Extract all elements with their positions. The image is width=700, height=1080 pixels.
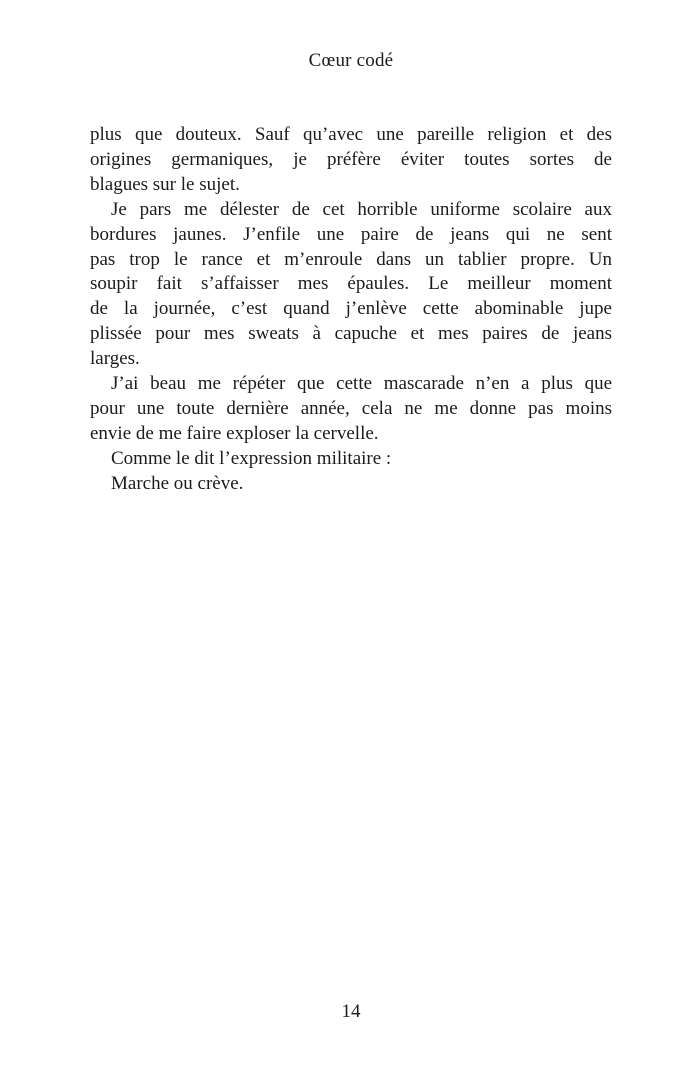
paragraph: [90, 123, 612, 198]
text-line: soupir fait s’affaisser mes épaules. Le meilleur moment: [90, 273, 612, 295]
text-line: larges.: [90, 348, 140, 370]
text-line: de la journée, c’est quand j’enlève cette abominable jupe: [90, 298, 612, 320]
text-line: pour une toute dernière année, cela ne me donne pas moins: [90, 397, 612, 419]
body-text: [90, 123, 612, 497]
text-line: pas trop le rance et m’enroule dans un tablier propre. Un: [90, 248, 612, 270]
paragraph: [90, 198, 612, 372]
text-line: origines germaniques, je préfère éviter toutes sortes de: [90, 148, 612, 170]
paragraph: [90, 447, 612, 472]
text-line: envie de me faire exploser la cervelle.: [90, 422, 379, 444]
text-line: plissée pour mes sweats à capuche et mes paires de jeans: [90, 323, 612, 345]
paragraph: [90, 472, 612, 497]
text-line: J’ai beau me répéter que cette mascarade n’en a plus que: [111, 373, 612, 395]
text-line: Marche ou crève.: [111, 472, 244, 494]
text-line: blagues sur le sujet.: [90, 173, 240, 195]
text-line: Je pars me délester de cet horrible uniforme scolaire aux: [111, 198, 612, 220]
text-line: plus que douteux. Sauf qu’avec une pareille religion et des: [90, 124, 612, 145]
text-line: bordures jaunes. J’enfile une paire de jeans qui ne sent: [90, 223, 612, 245]
text-line: Comme le dit l’expression militaire :: [111, 447, 392, 469]
paragraph: [90, 372, 612, 447]
running-header: Cœur codé: [308, 50, 394, 71]
page-number: 14: [341, 1001, 361, 1022]
